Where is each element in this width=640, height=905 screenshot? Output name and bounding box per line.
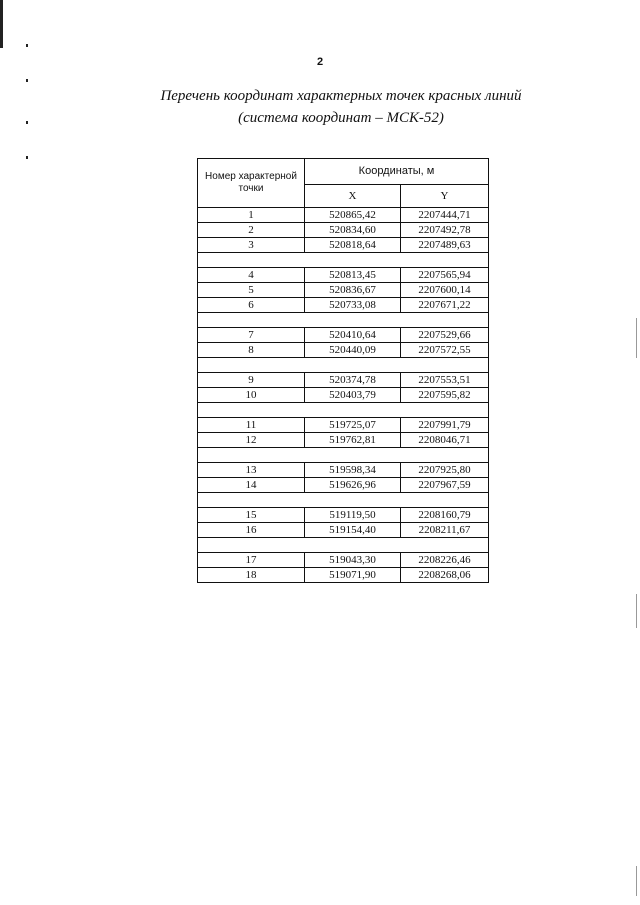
coordinates-table [197, 158, 489, 583]
cell-point-number: 15 [198, 508, 305, 523]
cell-point-number: 10 [198, 388, 305, 403]
cell-point-number: 13 [198, 463, 305, 478]
separator-cell [198, 358, 489, 373]
cell-point-number: 18 [198, 568, 305, 583]
scan-dot [26, 156, 28, 159]
table-row [198, 433, 489, 448]
table-row [198, 238, 489, 253]
cell-x: 520403,79 [305, 388, 401, 403]
header-x: X [305, 185, 401, 208]
cell-point-number: 8 [198, 343, 305, 358]
group-separator-row [198, 448, 489, 463]
cell-x: 519598,34 [305, 463, 401, 478]
table-row [198, 508, 489, 523]
table-row [198, 298, 489, 313]
scan-edge-mark [636, 318, 637, 358]
cell-point-number: 7 [198, 328, 305, 343]
cell-y: 2207671,22 [401, 298, 489, 313]
group-separator-row [198, 253, 489, 268]
cell-point-number: 2 [198, 223, 305, 238]
group-separator-row [198, 538, 489, 553]
cell-x: 520410,64 [305, 328, 401, 343]
cell-x: 520834,60 [305, 223, 401, 238]
table-row [198, 373, 489, 388]
cell-y: 2208226,46 [401, 553, 489, 568]
cell-x: 519154,40 [305, 523, 401, 538]
separator-cell [198, 313, 489, 328]
cell-y: 2207444,71 [401, 208, 489, 223]
cell-x: 520374,78 [305, 373, 401, 388]
group-separator-row [198, 403, 489, 418]
cell-y: 2207492,78 [401, 223, 489, 238]
cell-y: 2207600,14 [401, 283, 489, 298]
cell-x: 519119,50 [305, 508, 401, 523]
document-subtitle: (система координат – МСК-52) [238, 110, 444, 126]
table-row [198, 478, 489, 493]
cell-point-number: 17 [198, 553, 305, 568]
cell-point-number: 12 [198, 433, 305, 448]
table-row [198, 553, 489, 568]
table-row [198, 523, 489, 538]
cell-x: 520836,67 [305, 283, 401, 298]
cell-x: 519043,30 [305, 553, 401, 568]
scan-edge-mark [636, 866, 637, 896]
table-row [198, 418, 489, 433]
cell-point-number: 9 [198, 373, 305, 388]
document-title: Перечень координат характерных точек красных линий [160, 88, 522, 104]
scan-dot [26, 44, 28, 47]
scan-margin-bar [0, 0, 3, 48]
table-row [198, 268, 489, 283]
cell-y: 2207595,82 [401, 388, 489, 403]
page-number: 2 [316, 56, 324, 68]
table-row [198, 223, 489, 238]
cell-x: 520733,08 [305, 298, 401, 313]
cell-y: 2207991,79 [401, 418, 489, 433]
separator-cell [198, 493, 489, 508]
cell-y: 2208268,06 [401, 568, 489, 583]
cell-y: 2207553,51 [401, 373, 489, 388]
cell-x: 519071,90 [305, 568, 401, 583]
table-body [198, 208, 489, 583]
cell-y: 2208211,67 [401, 523, 489, 538]
cell-point-number: 11 [198, 418, 305, 433]
cell-x: 520818,64 [305, 238, 401, 253]
header-coordinates: Координаты, м [305, 159, 489, 185]
table-header [198, 159, 489, 208]
separator-cell [198, 403, 489, 418]
cell-x: 520440,09 [305, 343, 401, 358]
separator-cell [198, 538, 489, 553]
cell-point-number: 5 [198, 283, 305, 298]
cell-y: 2207967,59 [401, 478, 489, 493]
cell-point-number: 6 [198, 298, 305, 313]
table-row [198, 283, 489, 298]
cell-y: 2208046,71 [401, 433, 489, 448]
header-row [198, 159, 489, 185]
cell-x: 520813,45 [305, 268, 401, 283]
cell-y: 2207529,66 [401, 328, 489, 343]
cell-point-number: 1 [198, 208, 305, 223]
scan-edge-mark [636, 594, 637, 628]
group-separator-row [198, 313, 489, 328]
table-row [198, 208, 489, 223]
separator-cell [198, 253, 489, 268]
cell-y: 2208160,79 [401, 508, 489, 523]
group-separator-row [198, 358, 489, 373]
scan-dot [26, 79, 28, 82]
cell-y: 2207489,63 [401, 238, 489, 253]
cell-x: 519725,07 [305, 418, 401, 433]
cell-y: 2207925,80 [401, 463, 489, 478]
table-row [198, 388, 489, 403]
table-row [198, 463, 489, 478]
table-row [198, 343, 489, 358]
separator-cell [198, 448, 489, 463]
cell-x: 520865,42 [305, 208, 401, 223]
cell-point-number: 3 [198, 238, 305, 253]
cell-y: 2207565,94 [401, 268, 489, 283]
cell-point-number: 14 [198, 478, 305, 493]
table-row [198, 328, 489, 343]
cell-point-number: 4 [198, 268, 305, 283]
cell-x: 519762,81 [305, 433, 401, 448]
group-separator-row [198, 493, 489, 508]
cell-x: 519626,96 [305, 478, 401, 493]
header-y: Y [401, 185, 489, 208]
cell-point-number: 16 [198, 523, 305, 538]
header-point-number: Номер характерной точки [198, 159, 305, 208]
cell-y: 2207572,55 [401, 343, 489, 358]
table-row [198, 568, 489, 583]
